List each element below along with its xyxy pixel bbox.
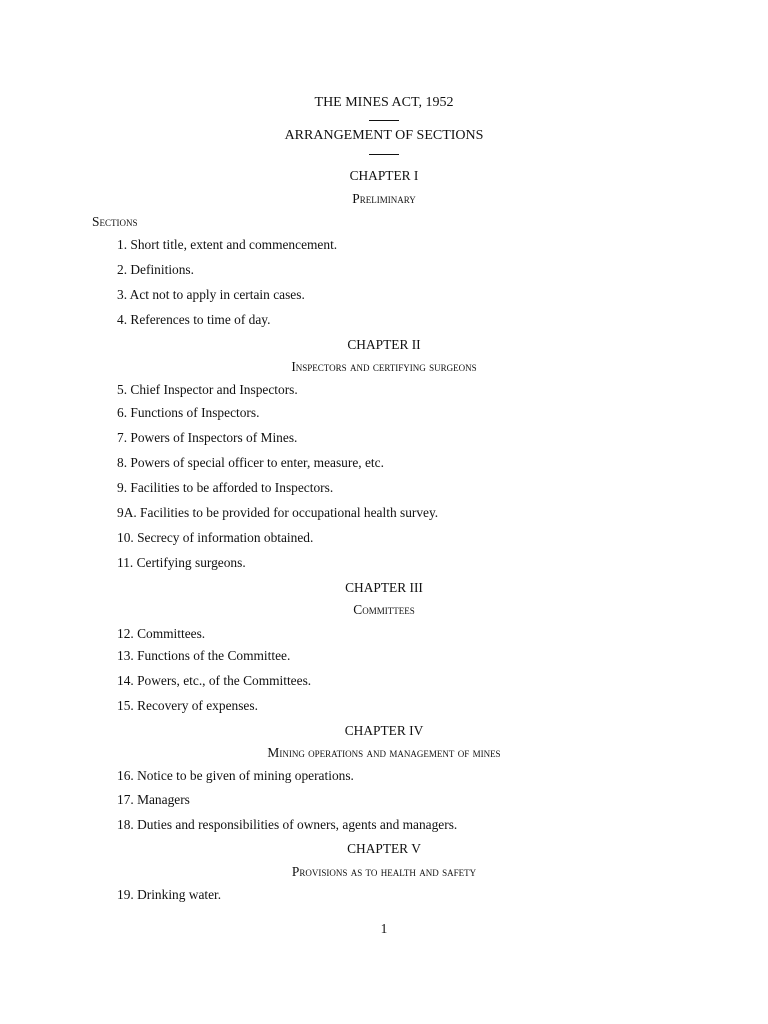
section-item: 17. Managers (117, 792, 190, 807)
section-item: 2. Definitions. (117, 262, 194, 277)
section-item: 3. Act not to apply in certain cases. (117, 287, 305, 302)
chapter-heading: CHAPTER IV (344, 723, 424, 738)
chapter-heading: CHAPTER I (349, 168, 419, 183)
section-item: 13. Functions of the Committee. (117, 648, 291, 663)
chapter-heading: CHAPTER V (347, 841, 421, 856)
section-item: 11. Certifying surgeons. (117, 555, 246, 570)
chapter-name: Mining operations and management of mines (267, 745, 501, 760)
section-item: 8. Powers of special officer to enter, measure, etc. (117, 455, 384, 470)
section-item: 14. Powers, etc., of the Committees. (117, 673, 312, 688)
document-title: THE MINES ACT, 1952 (314, 95, 454, 110)
chapter-name: Committees (353, 602, 415, 617)
section-item: 1. Short title, extent and commencement. (117, 237, 338, 252)
section-item: 18. Duties and responsibilities of owners, agents and managers. (117, 817, 458, 832)
sections-label: Sections (92, 214, 138, 229)
section-item: 9A. Facilities to be provided for occupational health survey. (117, 505, 439, 520)
section-item: 9. Facilities to be afforded to Inspectors. (117, 480, 334, 495)
section-item: 4. References to time of day. (117, 312, 271, 327)
title-divider (369, 120, 399, 121)
section-item: 7. Powers of Inspectors of Mines. (117, 430, 298, 445)
page-number: 1 (380, 921, 388, 936)
document-subtitle: ARRANGEMENT OF SECTIONS (284, 128, 484, 143)
chapter-heading: CHAPTER III (345, 580, 423, 595)
chapter-heading: CHAPTER II (347, 337, 421, 352)
chapter-name: Inspectors and certifying surgeons (291, 359, 477, 374)
section-item: 15. Recovery of expenses. (117, 698, 258, 713)
section-item: 5. Chief Inspector and Inspectors. (117, 382, 298, 397)
section-item: 12. Committees. (117, 626, 206, 641)
section-item: 10. Secrecy of information obtained. (117, 530, 314, 545)
chapter-name: Provisions as to health and safety (291, 864, 477, 879)
subtitle-divider (369, 154, 399, 155)
chapter-name: Preliminary (352, 191, 416, 206)
section-item: 6. Functions of Inspectors. (117, 405, 260, 420)
section-item: 19. Drinking water. (117, 887, 222, 902)
section-item: 16. Notice to be given of mining operations. (117, 768, 354, 783)
